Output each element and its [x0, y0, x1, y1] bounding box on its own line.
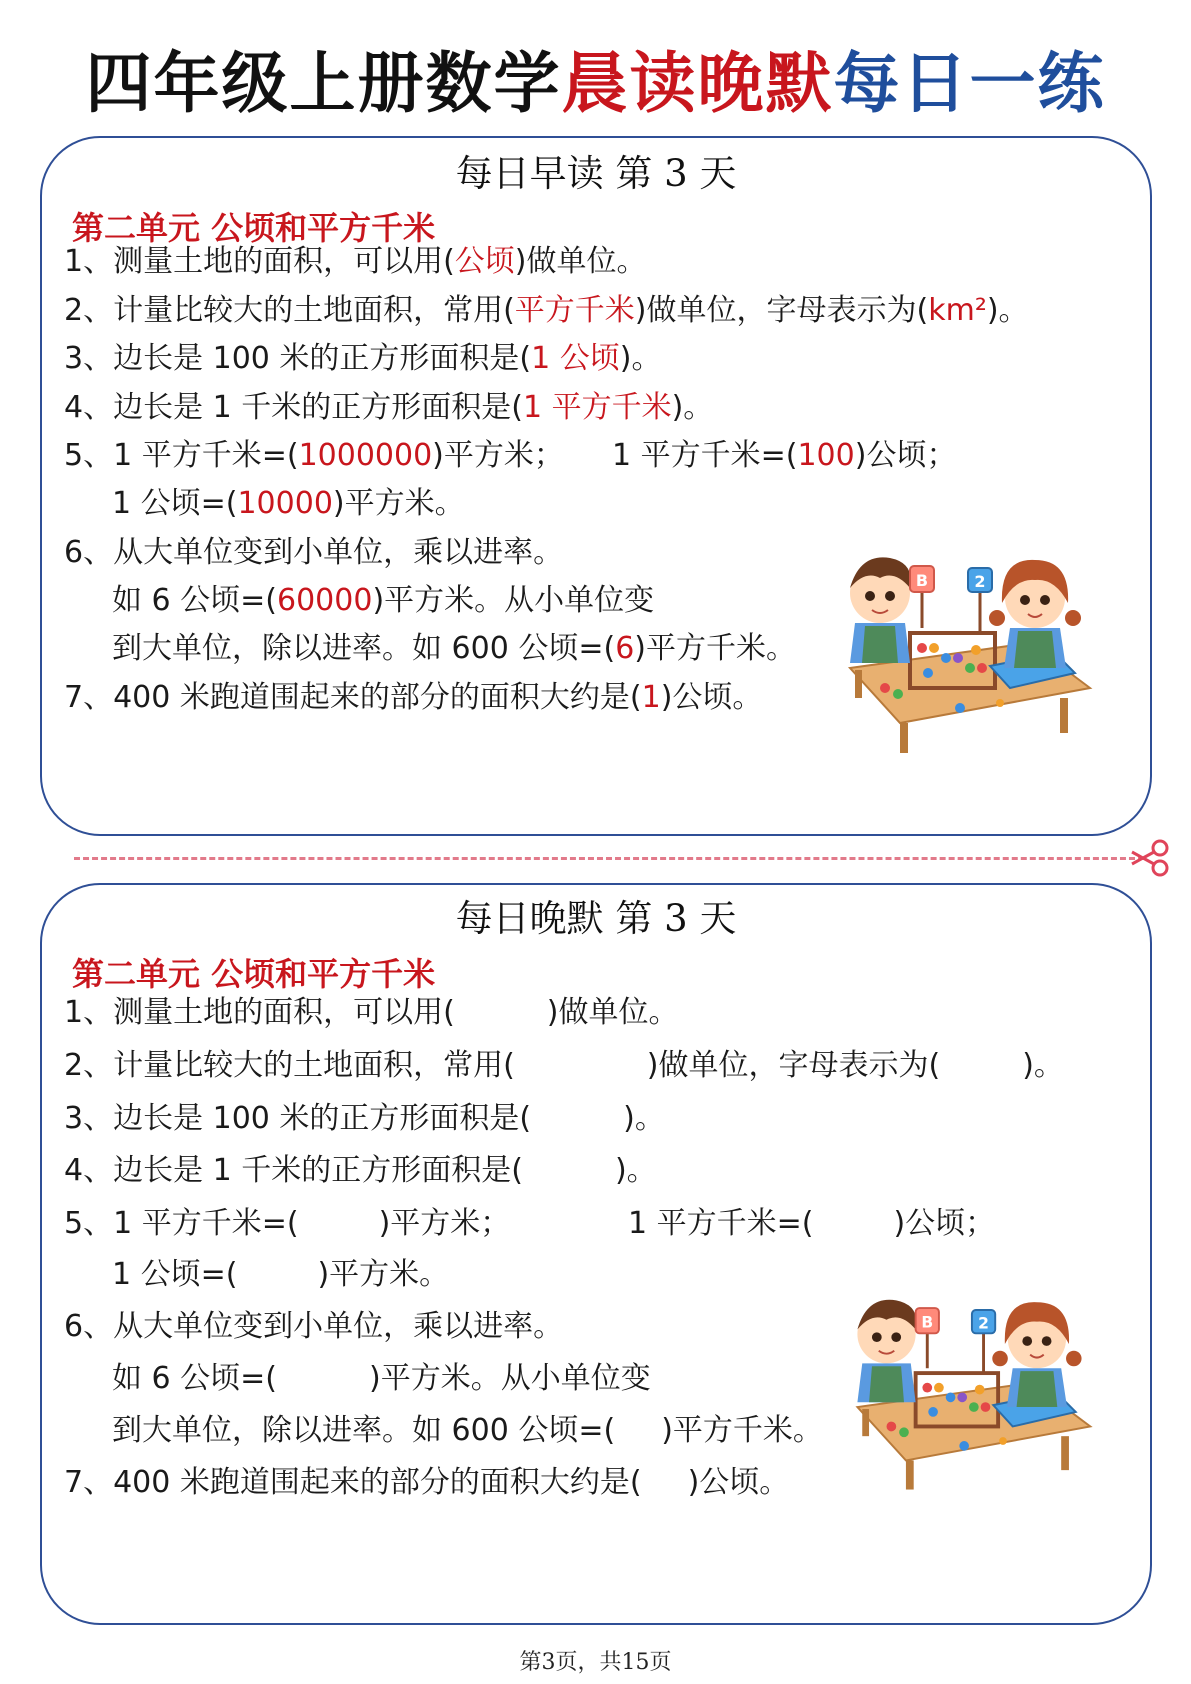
morning-q5-part1: 5、1 平方千米=(1000000)平方米； — [64, 438, 564, 473]
morning-unit-title: 第二单元 公顷和平方千米 — [72, 209, 436, 247]
morning-heading: 每日早读 第 3 天 — [455, 152, 737, 195]
evening-q2: 2、计量比较大的土地面积，常用( )做单位，字母表示为( )。 — [64, 1048, 1064, 1083]
page-title — [0, 38, 1191, 129]
morning-q5-part3: 1 公顷=(10000)平方米。 — [112, 486, 465, 521]
morning-reading-card — [40, 136, 1152, 836]
evening-q1: 1、测量土地的面积，可以用( )做单位。 — [64, 995, 679, 1030]
answer: 10000 — [237, 486, 333, 521]
scissors-icon — [1128, 838, 1172, 878]
cut-line — [74, 857, 1144, 860]
answer: 公顷 — [454, 244, 515, 279]
title-part-3: 每日一练 — [833, 45, 1106, 122]
answer: 1 公顷 — [531, 341, 620, 376]
answer: 100 — [797, 438, 855, 473]
evening-dictation-card — [40, 883, 1152, 1625]
morning-q3: 3、边长是 100 米的正方形面积是(1 公顷)。 — [64, 341, 662, 376]
evening-q7: 7、400 米跑道围起来的部分的面积大约是( )公顷。 — [64, 1465, 790, 1500]
evening-q5-part1: 5、1 平方千米=( )平方米； — [64, 1206, 511, 1241]
answer: 6 — [615, 631, 635, 666]
evening-unit-title: 第二单元 公顷和平方千米 — [72, 955, 436, 993]
answer: 1 — [641, 680, 661, 715]
answer: km² — [928, 293, 987, 328]
answer: 平方千米 — [514, 293, 635, 328]
answer: 1 平方千米 — [522, 390, 672, 425]
morning-q6-line3: 到大单位，除以进率。如 600 公顷=(6)平方千米。 — [112, 631, 796, 666]
title-part-1: 四年级上册数学 — [85, 45, 562, 122]
evening-q4: 4、边长是 1 千米的正方形面积是( )。 — [64, 1153, 657, 1188]
card-label-right: 2 — [978, 1314, 989, 1333]
morning-q5-part2: 1 平方千米=(100)公顷； — [612, 438, 957, 473]
card-label-left: B — [915, 571, 929, 590]
evening-q6-line3: 到大单位，除以进率。如 600 公顷=( )平方千米。 — [112, 1413, 823, 1448]
evening-heading: 每日晚默 第 3 天 — [455, 897, 737, 940]
morning-q7: 7、400 米跑道围起来的部分的面积大约是(1)公顷。 — [64, 680, 763, 715]
card-label-right: 2 — [974, 572, 986, 591]
evening-q5-part2: 1 平方千米=( )公顷； — [628, 1206, 996, 1241]
answer: 1000000 — [298, 438, 433, 473]
morning-q6-line1: 6、从大单位变到小单位，乘以进率。 — [64, 535, 564, 570]
kids-abacus-illustration — [838, 1290, 1100, 1495]
evening-q6-line2: 如 6 公顷=( )平方米。从小单位变 — [112, 1361, 651, 1396]
morning-q1: 1、测量土地的面积，可以用(公顷)做单位。 — [64, 244, 647, 279]
page-footer: 第3页，共15页 — [519, 1650, 672, 1675]
title-part-2: 晨读晚默 — [561, 44, 834, 122]
answer: 60000 — [277, 583, 373, 618]
evening-q6-line1: 6、从大单位变到小单位，乘以进率。 — [64, 1309, 564, 1344]
evening-q3: 3、边长是 100 米的正方形面积是( )。 — [64, 1101, 665, 1136]
morning-q6-line2: 如 6 公顷=(60000)平方米。从小单位变 — [112, 583, 655, 618]
card-label-left: B — [921, 1313, 934, 1332]
morning-q4: 4、边长是 1 千米的正方形面积是(1 平方千米)。 — [64, 390, 714, 425]
kids-abacus-illustration — [830, 548, 1100, 758]
evening-q5-part3: 1 公顷=( )平方米。 — [112, 1257, 450, 1292]
morning-q2: 2、计量比较大的土地面积，常用(平方千米)做单位，字母表示为(km²)。 — [64, 293, 1029, 328]
